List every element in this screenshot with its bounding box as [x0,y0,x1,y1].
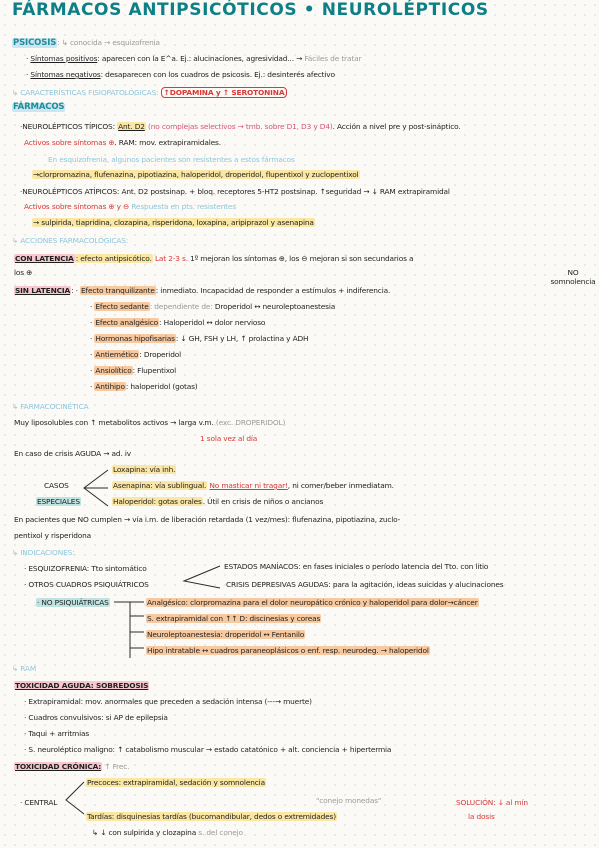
otros-cuadros-brace [180,562,224,592]
activos-text: Activos sobre síntomas ⊕ [24,138,115,147]
hormonas-line: · Hormonas hipofisarias: ↓ GH, FSH y LH, ↑ prolactina y ADH [90,334,309,343]
toxicidad-cronica-label: TOXICIDAD CRÓNICA: [15,762,102,771]
asenapina-warning: No masticar ni tragar! [209,481,288,490]
analgesico-ind-line [146,598,479,607]
menos-line [92,828,243,837]
tranquilizante-label: Efecto tranquilizante [81,286,155,295]
crisis-aguda-line: En caso de crisis AGUDA → ad. iv [14,449,131,458]
indicaciones-heading: ↳ INDICACIONES: [12,548,75,557]
haloperidol-rest: . Útil en crisis de niños o ancianos [202,497,324,506]
hormonas-text: : ↓ GH, FSH y LH, ↑ prolactina y ADH [175,334,309,343]
psicosis-heading: PSICOSIS [13,38,57,48]
sedante-line: · Efecto sedante: dependiente de: Droperidol ↔ neuroleptoanestesia [90,302,336,311]
atipicos-line [20,187,450,196]
tipicos-note: (no complejas selectivos → tmb. sobre D1, D3 y D4) [148,122,333,131]
no-psiquiatricas-text: · NO PSIQUIÁTRICAS [37,598,109,607]
loxapina-text: Loxapina: vía inh. [113,465,176,474]
casos-especiales-brace [80,466,110,510]
hipo-text: Hipo intratable ↔ cuadros paraneoplásicos o enf. resp. neurodeg. → haloperidol [147,646,429,655]
sedante-label: Efecto sedante [95,302,149,311]
psicosis-definition: : ↳ conocida → esquizofrenia [57,38,160,47]
tipicos-label: ·NEUROLÉPTICOS TÍPICOS: [20,122,115,131]
ansiolitico-line: · Ansiolítico: Flupentixol [90,366,177,375]
menos-text: ↳ ↓ con sulpirida y clozapina [92,828,197,837]
tardias-line [86,812,337,821]
no-psiquiatricas-brace [112,598,148,662]
atipicos-text: Ant. D2 postsinap. + bloq. receptores 5-HT2 postsinap. ↑seguridad → ↓ RAM extrapiramidal [121,187,450,196]
con-latencia-label: CON LATENCIA [15,254,74,263]
page-title: FÁRMACOS ANTIPSICÓTICOS • NEUROLÉPTICOS [12,0,489,20]
con-latencia-lat: Lat 2-3 s. [154,254,188,263]
sintomas-positivos-text: : aparecen con la E^a. Ej.: alucinaciones, agresividad... → [97,54,303,63]
caracteristicas-line [12,88,287,97]
antiemetico-label: Antiemético [95,350,139,359]
sedante-note: : dependiente de: [149,302,213,311]
atipicos-list [32,218,315,227]
antiemetico-line: · Antiemético: Droperidol [90,350,182,359]
antihipo-label: Antihipo [95,382,125,391]
sintomas-negativos-label: Síntomas negativos [30,70,101,79]
extrapiramidal-ram-line: · Extrapiramidal: mov. anormales que preceden a sedación intensa (---→ muerte) [24,697,312,706]
liposolubles-text: Muy liposolubles con ↑ metabolitos activos → larga v.m. [14,418,214,427]
asenapina-line [112,481,394,490]
ansiolitico-text: : Flupentixol [132,366,177,375]
acciones-heading: ↳ ACCIONES FARMACOLÓGICAS: [12,236,129,245]
antihipo-line: · Antihipo: haloperidol (gotas) [90,382,198,391]
tipicos-rest: . Acción a nivel pre y post-sináptico. [332,122,461,131]
solucion-line2: la dosis [468,812,495,821]
ram-heading: ↳ RAM [12,664,37,673]
activos-line [24,138,221,147]
tipicos-ant: Ant. D2 [118,122,145,131]
precoces-text: Precoces: extrapiramidal, sedación y somnolencia [87,778,265,787]
ram-text: . RAM: mov. extrapiramidales. [114,138,221,147]
tardias-text: Tardías: disquinesias tardías (bucomandibular, dedos o extremidades) [87,812,336,821]
tipicos-line [20,122,461,131]
sintomas-negativos-line: · Síntomas negativos: desaparecen con los cuadros de psicosis. Ej.: desinterés afectivo [26,70,335,79]
sintomas-positivos-line: · Síntomas positivos: aparecen con la E^a. Ej.: alucinaciones, agresividad... → Fáciles de tratar [26,54,362,63]
caracteristicas-heading: ↳ CARACTERÍSTICAS FISIOPATOLÓGICAS: [12,88,159,97]
casos-label: CASOS [44,481,69,490]
con-latencia-text: : efecto antipsicótico. [75,254,152,263]
analgesico-text: : Haloperidol ↔ dolor nervioso [159,318,266,327]
farmacos-heading: FÁRMACOS [13,102,65,112]
respuesta-text: Respuesta en pts. resistentes [131,202,237,211]
sintomas-negativos-text: : desaparecen con los cuadros de psicosis. Ej.: desinterés afectivo [100,70,335,79]
precoces-line [86,778,266,787]
liposolubles-note: (exc. DROPERIDOL) [215,418,286,427]
ansiolitico-label: Ansiolítico [95,366,132,375]
no-cumplen-line: En pacientes que NO cumplen → vía i.m. de liberación retardada (1 vez/mes): flufenazina, pipotiazina, zuclo- [14,515,401,524]
extrapiramidal-ind-line [146,614,321,623]
tipicos-list [32,170,360,179]
neuroleptoanestesia-line [146,630,305,639]
esquizofrenia-line: · ESQUIZOFRENIA: Tto sintomático [24,564,147,573]
sedante-text: Droperidol ↔ neuroleptoanestesia [214,302,336,311]
solucion-line1: SOLUCIÓN: ↓ al mín [456,798,528,807]
caracteristicas-value: ↑DOPAMINA y ↑ SEROTONINA [161,87,288,98]
toxicidad-aguda-label: TOXICIDAD AGUDA: SOBREDOSIS [15,681,149,690]
haloperidol-line [112,497,323,506]
psicosis-line [12,38,160,48]
loxapina-line [112,465,176,474]
analgesico-ind-text: Analgésico: clorpromazina para el dolor neuropático crónico y haloperidol para dolor→cáncer [147,598,478,607]
tipicos-list-text: →clorpromazina, flufenazina, pipotiazina, haloperidol, droperidol, flupentixol y zuclopentixol [33,170,359,179]
asenapina-text: Asenapina: vía sublingual. [113,481,207,490]
antihipo-text: : haloperidol (gotas) [125,382,198,391]
crisis-depresivas-line: CRISIS DEPRESIVAS AGUDAS: para la agitación, ideas suicidas y alucinaciones [226,580,504,589]
conejo-monedas-note: "conejo monedas" [316,796,382,805]
extrapiramidal-ind-text: S. extrapiramidal con ↑↑ D: discinesias y coreas [147,614,321,623]
sin-latencia-label: SIN LATENCIA [15,286,71,295]
activos2-line [24,202,236,211]
con-latencia-line2: los ⊕ [14,268,33,277]
asenapina-rest: , ni comer/beber inmediatam. [287,481,394,490]
activos2-text: Activos sobre síntomas ⊕ y ⊖ [24,202,130,211]
sintomas-positivos-note: Fáciles de tratar [304,54,362,63]
no-somnolencia: NO somnolencia [550,268,596,286]
hipo-line [146,646,430,655]
no-psiquiatricas-line [36,598,110,607]
atipicos-list-text: → sulpirida, tiapridina, clozapina, risperidona, loxapina, aripiprazol y asenapina [33,218,314,227]
atipicos-label: ·NEUROLÉPTICOS ATÍPICOS: [20,187,120,196]
con-latencia-line [14,254,413,263]
con-latencia-text2: 1º mejoran los síntomas ⊕, los ⊖ mejoran si son secundarios a [190,254,414,263]
toxicidad-aguda-line [14,681,149,690]
tranquilizante-text: : inmediato. Incapacidad de responder a estímulos + indiferencia. [155,286,391,295]
haloperidol-text: Haloperidol: gotas orales [113,497,202,506]
analgesico-label: Efecto analgésico [95,318,159,327]
central-label: · CENTRAL [20,798,58,807]
resistentes-text: En esquizofrenia, algunos pacientes son resistentes a estos fármacos [48,155,295,164]
no-cumplen-line2: pentixol y risperidona [14,531,92,540]
maniacos-line: ESTADOS MANÍACOS: en fases iniciales o período latencia del Tto. con litio [224,562,489,571]
sintomas-positivos-label: Síntomas positivos [30,54,98,63]
central-brace [62,778,88,818]
neuroleptoanestesia-text: Neuroleptoanestesia: droperidol ↔ Fentanilo [147,630,305,639]
antiemetico-text: : Droperidol [139,350,182,359]
especiales-label [36,497,81,506]
analgesico-line: · Efecto analgésico: Haloperidol ↔ dolor nervioso [90,318,266,327]
especiales-text: ESPECIALES [37,497,80,506]
otros-cuadros-line: · OTROS CUADROS PSIQUIÁTRICOS [24,580,149,589]
taqui-line: · Taqui + arritmias [24,729,90,738]
convulsivos-line: · Cuadros convulsivos: si AP de epilepsia [24,713,168,722]
farmacocinetica-heading: ↳ FARMACOCINÉTICA [12,402,89,411]
toxicidad-cronica-note: ↑ Frec. [104,762,130,771]
maligno-line: · S. neuroléptico maligno: ↑ catabolismo muscular → estado catatónico + alt. conciencia + hipertermia [24,745,392,754]
toxicidad-cronica-line [14,762,129,771]
hormonas-label: Hormonas hipofisarias [95,334,175,343]
sin-latencia-line: SIN LATENCIA: · Efecto tranquilizante: inmediato. Incapacidad de responder a estímulos + indiferencia. [15,286,391,295]
una-vez-dia: 1 sola vez al día [200,434,258,443]
conejo-note: s. del conejo [198,828,243,837]
liposolubles-line [14,418,285,427]
